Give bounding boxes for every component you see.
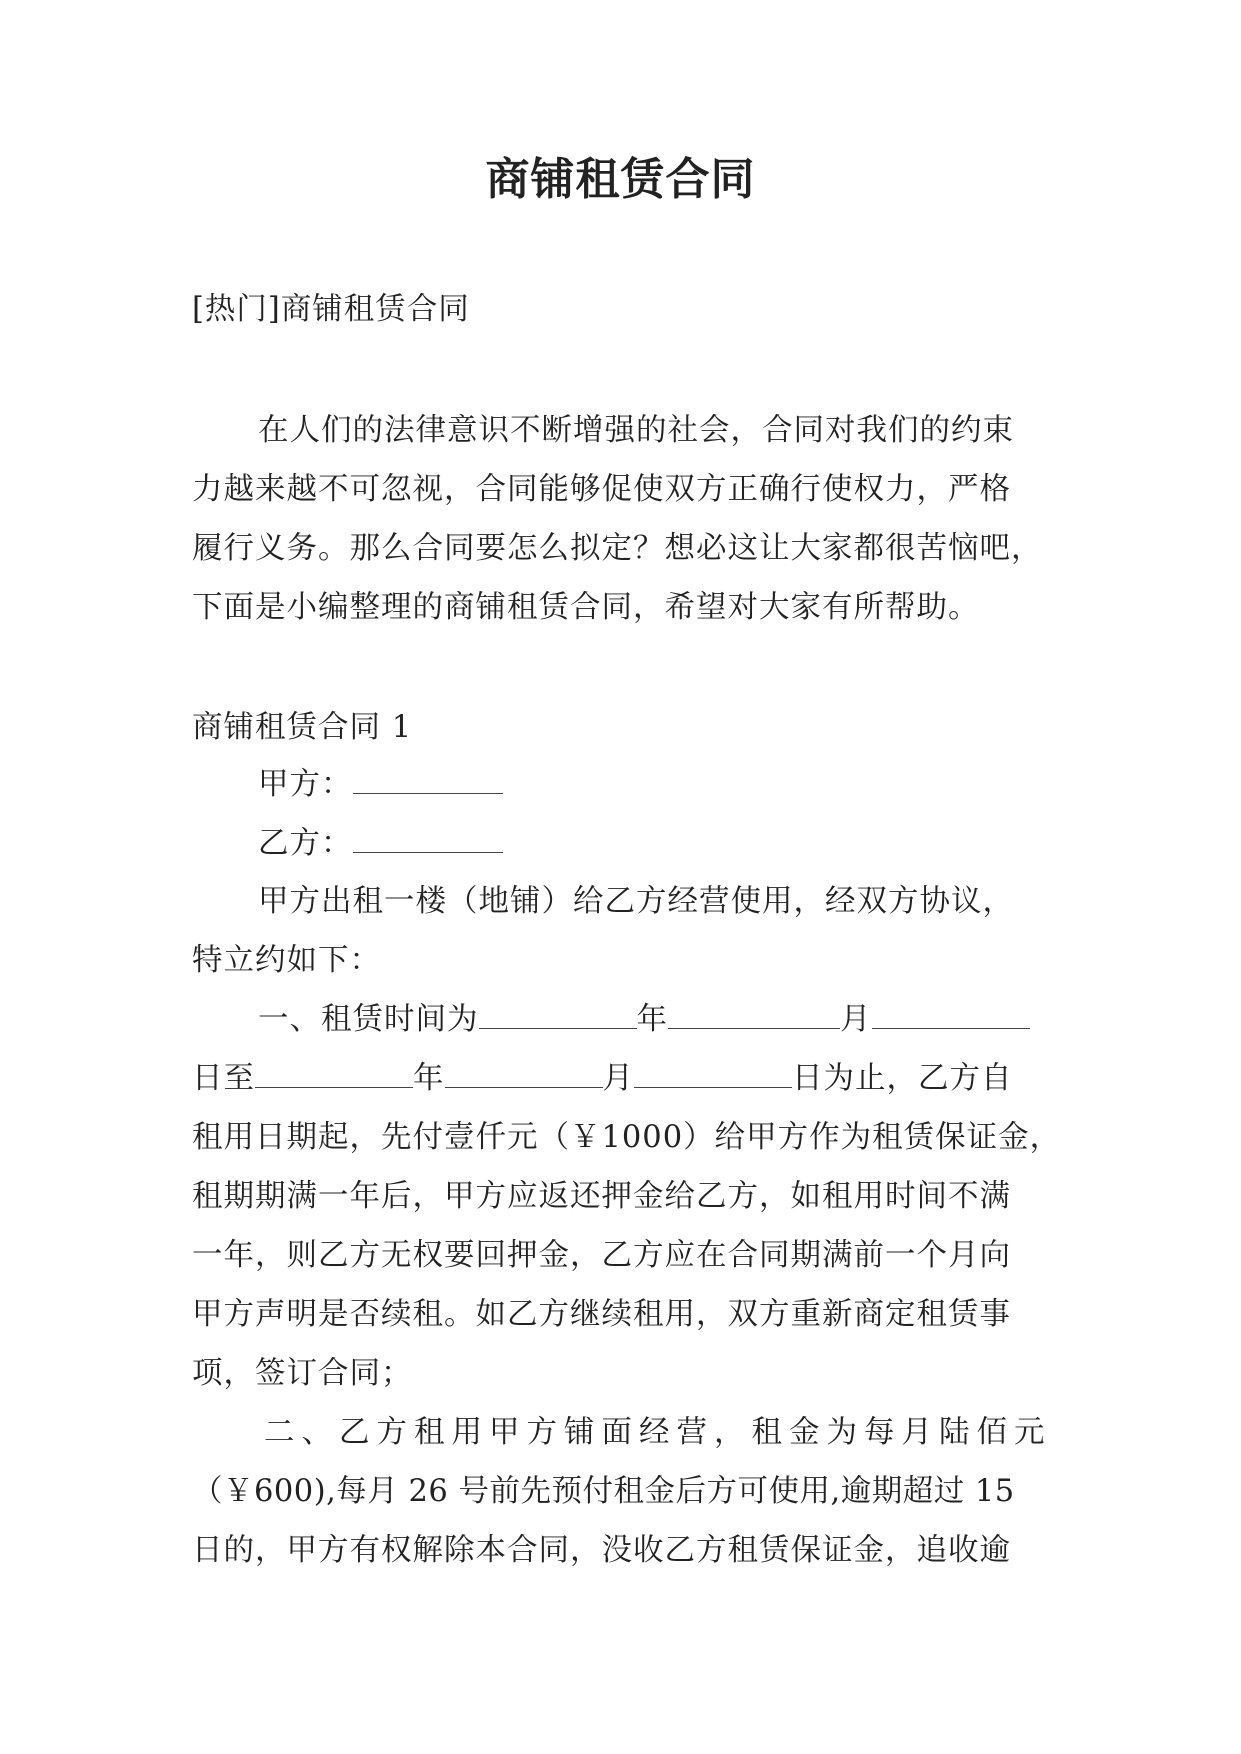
clause-1-line: 租用日期起，先付壹仟元（￥1000）给甲方作为租赁保证金， [192, 1120, 1062, 1155]
clause-1-line [258, 998, 1138, 1042]
intro-line: 在人们的法律意识不断增强的社会，合同对我们的约束 [258, 413, 1014, 448]
clause-1-line: 甲方声明是否续租。如乙方继续租用，双方重新商定租赁事 [192, 1297, 1011, 1332]
month-blank [445, 1057, 603, 1088]
document-subtitle: [热门]商铺租赁合同 [192, 292, 470, 327]
clause-1-line: 项，签订合同； [192, 1356, 413, 1391]
party-a-blank [353, 763, 503, 794]
section-heading: 商铺租赁合同 1 [192, 710, 413, 745]
clause-2-line: 日的，甲方有权解除本合同，没收乙方租赁保证金，追收逾 [192, 1533, 1011, 1568]
clause-1-text: 一、租赁时间为 [258, 1002, 479, 1037]
clause-1-text: 月 [602, 1061, 634, 1096]
clause-1-text: 年 [636, 1002, 668, 1037]
day-blank [634, 1057, 792, 1088]
document-title: 商铺租赁合同 [485, 154, 756, 205]
clause-1-line: 租期期满一年后，甲方应返还押金给乙方，如租用时间不满 [192, 1179, 1011, 1214]
clause-1-text: 月 [840, 1002, 872, 1037]
year-blank [479, 998, 637, 1029]
clause-1-text: 日为止，乙方自 [792, 1061, 1013, 1096]
month-blank [668, 998, 840, 1029]
clause-1-text: 年 [413, 1061, 445, 1096]
year-blank [255, 1057, 413, 1088]
clause-2-line: （￥600),每月 26 号前先预付租金后方可使用,逾期超过 15 [192, 1474, 1015, 1509]
intro-line: 力越来越不可忽视，合同能够促使双方正确行使权力，严格 [192, 472, 1011, 507]
clause-2-line: 二、乙方租用甲方铺面经营，租金为每月陆佰元 [264, 1415, 1052, 1450]
party-b-label: 乙方： [258, 826, 353, 861]
clause-1-line [192, 1057, 1072, 1101]
party-b-line [258, 822, 1138, 866]
party-a-line [258, 763, 1138, 807]
clause-1-text: 日至 [192, 1061, 255, 1096]
party-b-blank [353, 822, 503, 853]
day-blank [872, 998, 1030, 1029]
party-a-label: 甲方： [258, 767, 353, 802]
clause-1-line: 一年，则乙方无权要回押金，乙方应在合同期满前一个月向 [192, 1238, 1011, 1273]
intro-line: 履行义务。那么合同要怎么拟定？想必这让大家都很苦恼吧， [192, 531, 1043, 566]
intro-line: 下面是小编整理的商铺租赁合同，希望对大家有所帮助。 [192, 590, 980, 625]
preamble-line: 特立约如下： [192, 943, 381, 978]
preamble-line: 甲方出租一楼（地铺）给乙方经营使用，经双方协议， [258, 884, 1014, 919]
